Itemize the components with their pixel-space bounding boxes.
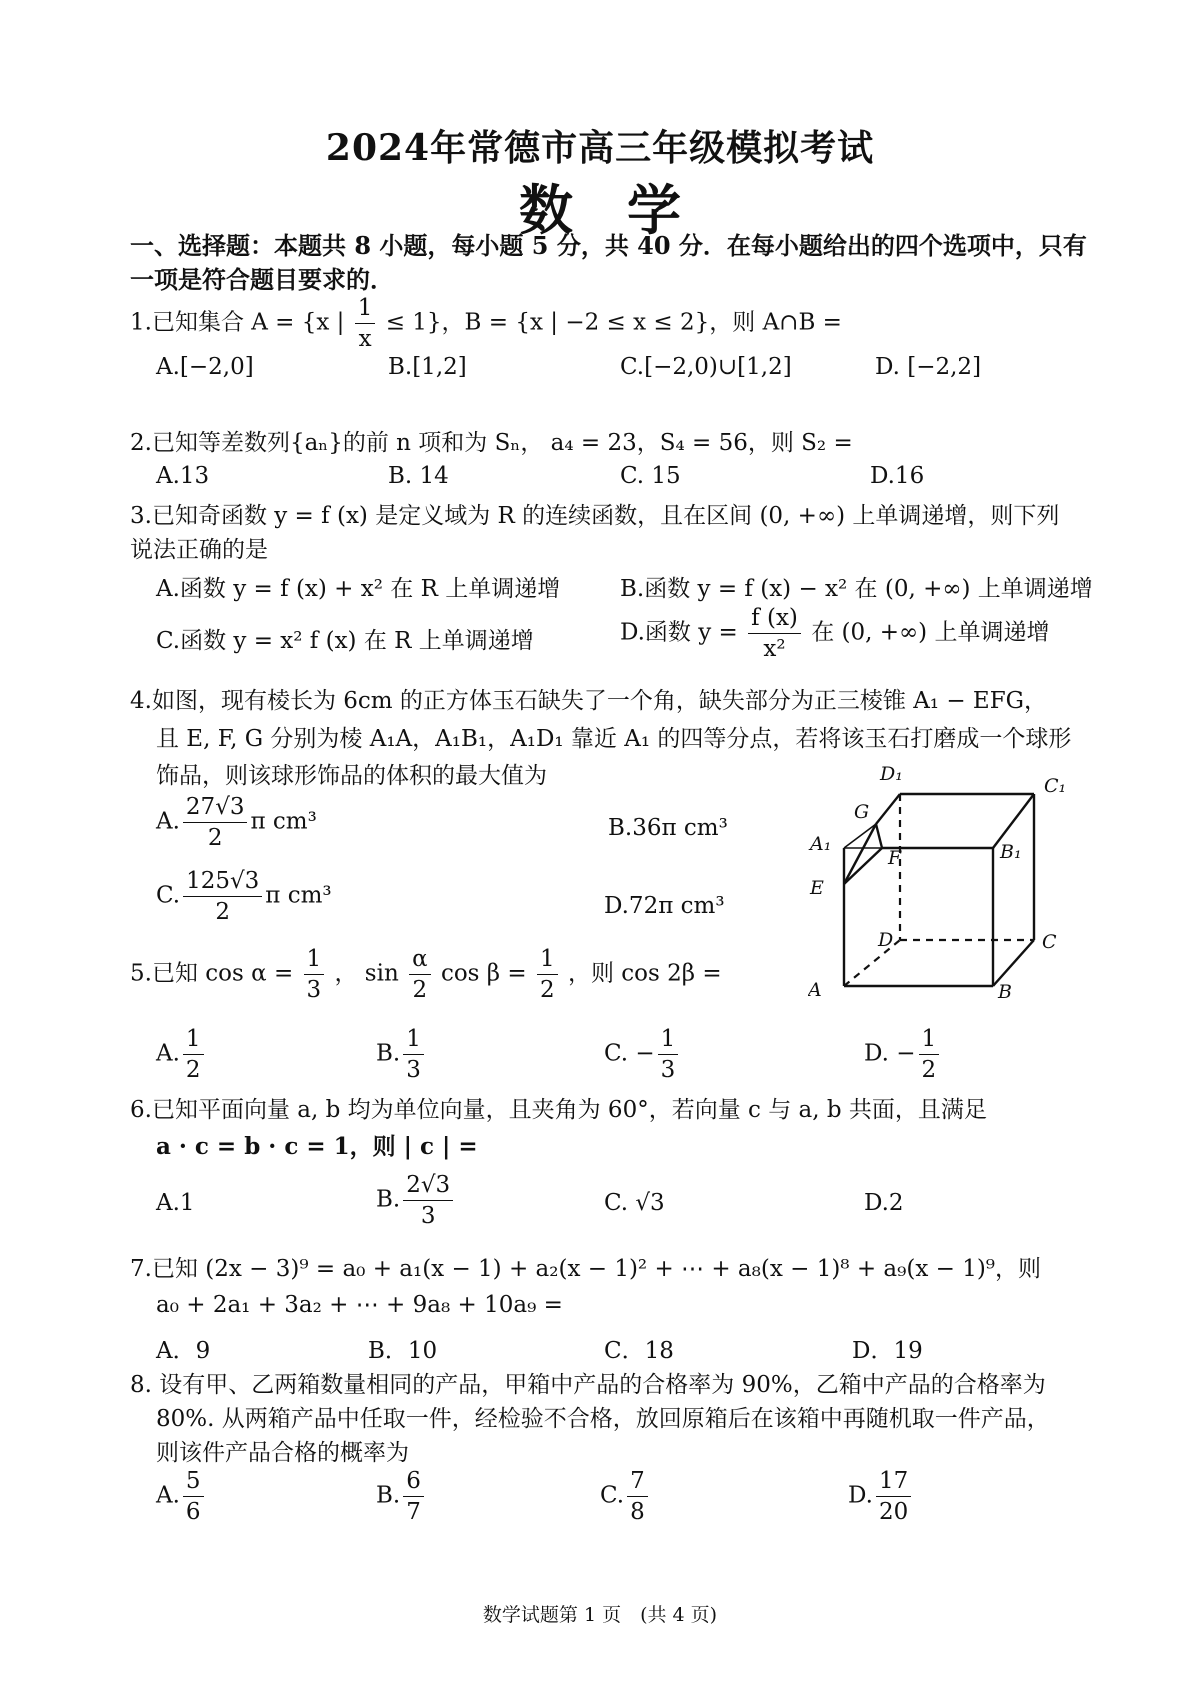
cube-figure [808, 758, 1098, 998]
q5-pre: 5.已知 cos α = [130, 960, 294, 987]
q8-option-c[interactable] [600, 1466, 651, 1527]
q1-fraction [355, 293, 376, 354]
q3-d-prefix: D.函数 y = [620, 619, 738, 646]
q8-b-fraction [403, 1466, 424, 1527]
question-4-line3: 饰品，则该球形饰品的体积的最大值为 [156, 763, 547, 789]
question-7-line1: 7.已知 (2x − 3)⁹ = a₀ + a₁(x − 1) + a₂(x − 1)² + ⋯ + a₈(x − 1)⁸ + a₉(x − 1)⁹，则 [130, 1256, 1042, 1282]
q5-frac1 [304, 944, 325, 1005]
q7-option-a[interactable]: A．9 [156, 1338, 211, 1364]
q5-b-fraction [403, 1024, 424, 1085]
q8-c-num: 7 [627, 1466, 648, 1497]
q1-option-a[interactable]: A.[−2,0] [156, 354, 254, 380]
q4-option-b[interactable]: B.36π cm³ [608, 815, 728, 841]
q5-d-fraction [919, 1024, 940, 1085]
q5-c-num: 1 [658, 1024, 679, 1055]
q1-option-c[interactable]: C.[−2,0)∪[1,2] [620, 354, 792, 380]
q3-d-den: x² [763, 636, 786, 662]
q1-option-b[interactable]: B.[1,2] [388, 354, 467, 380]
q5-c-den: 3 [660, 1057, 676, 1083]
q8-b-prefix: B. [376, 1482, 401, 1509]
q3-option-d[interactable] [620, 603, 1049, 664]
q5-a-num: 1 [183, 1024, 204, 1055]
q4-a-den: 2 [207, 825, 223, 851]
label-G: G [854, 801, 870, 823]
q5-option-a[interactable] [156, 1024, 207, 1085]
q8-option-a[interactable] [156, 1466, 207, 1527]
q5-mid1: ， sin [334, 960, 399, 987]
q8-a-num: 5 [183, 1466, 204, 1497]
q5-frac2 [409, 944, 431, 1005]
q3-d-suffix: 在 (0, +∞) 上单调递增 [811, 619, 1050, 646]
q1-frac-den: x [358, 326, 372, 352]
q5-f3-den: 2 [540, 977, 555, 1003]
q5-d-den: 2 [921, 1057, 937, 1083]
exam-title: 2024年常德市高三年级模拟考试 [325, 127, 875, 169]
question-6-line1: 6.已知平面向量 a, b 均为单位向量，且夹角为 60°，若向量 c 与 a, b 共面，且满足 [130, 1097, 987, 1123]
q8-option-d[interactable] [848, 1466, 914, 1527]
question-8-line2: 80%. 从两箱产品中任取一件，经检验不合格，放回原箱后在该箱中再随机取一件产品， [156, 1406, 1050, 1432]
question-4-line2: 且 E, F, G 分别为棱 A₁A，A₁B₁，A₁D₁ 靠近 A₁ 的四等分点，若将该玉石打磨成一个球形 [156, 726, 1072, 752]
question-8-line3: 则该件产品合格的概率为 [156, 1440, 409, 1466]
q8-d-fraction [876, 1466, 911, 1527]
q5-frac3 [537, 944, 558, 1005]
q4-a-prefix: A. [156, 808, 180, 835]
q5-d-num: 1 [919, 1024, 940, 1055]
q4-option-d[interactable]: D.72π cm³ [604, 893, 725, 919]
q2-option-d[interactable]: D.16 [870, 463, 925, 489]
q5-f2-den: 2 [412, 977, 428, 1003]
subject-title: 数 学 [519, 178, 681, 242]
label-E: E [810, 877, 824, 899]
q6-option-d[interactable]: D.2 [864, 1190, 904, 1216]
q5-f1-num: 1 [304, 944, 325, 975]
q4-c-fraction [183, 866, 262, 927]
edge-g-d1 [876, 794, 900, 824]
q7-option-d[interactable]: D．19 [852, 1338, 923, 1364]
q7-option-b[interactable]: B．10 [368, 1338, 438, 1364]
label-A1: A₁ [810, 833, 832, 855]
q4-option-a[interactable] [156, 792, 317, 853]
q5-f3-num: 1 [537, 944, 558, 975]
q1-frac-num: 1 [355, 293, 376, 324]
q8-b-den: 7 [406, 1499, 421, 1525]
label-C: C [1042, 931, 1057, 953]
q8-b-num: 6 [403, 1466, 424, 1497]
question-3-line2: 说法正确的是 [130, 537, 268, 563]
edge-b-c [993, 940, 1034, 986]
q5-a-prefix: A. [156, 1040, 180, 1067]
q5-option-b[interactable] [376, 1024, 427, 1085]
label-F: F [888, 847, 902, 869]
q8-a-prefix: A. [156, 1482, 180, 1509]
q8-c-den: 8 [630, 1499, 645, 1525]
q3-d-fraction [748, 603, 801, 664]
q8-c-fraction [627, 1466, 648, 1527]
q5-f1-den: 3 [306, 977, 322, 1003]
question-7-line2: a₀ + 2a₁ + 3a₂ + ⋯ + 9a₈ + 10a₉ = [156, 1292, 563, 1318]
label-B1: B₁ [1000, 841, 1022, 863]
q4-c-prefix: C. [156, 882, 181, 909]
q6-b-prefix: B. [376, 1186, 401, 1213]
q1-stem-a: 1.已知集合 A = {x | [130, 309, 345, 336]
q6-option-a[interactable]: A.1 [156, 1190, 195, 1216]
q6-b-fraction [403, 1170, 453, 1231]
q8-a-fraction [183, 1466, 204, 1527]
q4-c-den: 2 [215, 899, 231, 925]
q6-option-c[interactable]: C. √3 [604, 1190, 665, 1216]
label-A: A [808, 979, 822, 998]
q8-option-b[interactable] [376, 1466, 427, 1527]
q5-option-c[interactable] [604, 1024, 681, 1085]
q5-c-prefix: C. − [604, 1040, 655, 1067]
q4-c-num: 125√3 [183, 866, 262, 897]
section-heading-line2: 一项是符合题目要求的． [130, 265, 394, 294]
question-4-line1: 4.如图，现有棱长为 6cm 的正方体玉石缺失了一个角，缺失部分为正三棱锥 A₁ − EFG， [130, 688, 1048, 714]
q8-d-den: 20 [878, 1499, 909, 1525]
question-2: 2.已知等差数列{aₙ}的前 n 项和为 Sₙ， a₄ = 23，S₄ = 56，则 S₂ = [130, 430, 853, 456]
q7-option-c[interactable]: C．18 [604, 1338, 674, 1364]
q2-option-b[interactable]: B. 14 [388, 463, 449, 489]
question-3-line1: 3.已知奇函数 y = f (x) 是定义域为 R 的连续函数，且在区间 (0, +∞) 上单调递增，则下列 [130, 503, 1060, 529]
q5-c-fraction [658, 1024, 679, 1085]
q5-f2-num: α [409, 944, 431, 975]
q5-mid2: cos β = [440, 960, 527, 987]
q4-a-num: 27√3 [183, 792, 248, 823]
section-heading-line1: 一、选择题：本题共 8 小题，每小题 5 分，共 40 分．在每小题给出的四个选项中，只有 [130, 231, 1087, 260]
q4-a-unit: π cm³ [250, 808, 317, 835]
q5-b-prefix: B. [376, 1040, 401, 1067]
q8-d-num: 17 [876, 1466, 911, 1497]
q1-stem-b: ≤ 1}，B = {x | −2 ≤ x ≤ 2}，则 A∩B = [385, 309, 842, 336]
q3-option-b[interactable]: B.函数 y = f (x) − x² 在 (0, +∞) 上单调递增 [620, 576, 1093, 602]
q5-d-prefix: D. − [864, 1040, 916, 1067]
q4-c-unit: π cm³ [265, 882, 332, 909]
question-8-line1: 8. 设有甲、乙两箱数量相同的产品，甲箱中产品的合格率为 90%，乙箱中产品的合格率为 [130, 1372, 1046, 1398]
label-D1: D₁ [880, 763, 903, 785]
edge-b1-c1 [993, 794, 1034, 848]
q4-a-fraction [183, 792, 248, 853]
label-D: D [878, 929, 894, 951]
edge-g-f [876, 824, 882, 848]
q5-post: ，则 cos 2β = [567, 960, 722, 987]
q8-d-prefix: D. [848, 1482, 873, 1509]
page-footer: 数学试题第 1 页 (共 4 页) [482, 1604, 718, 1626]
q2-option-a[interactable]: A.13 [156, 463, 210, 489]
edge-e-f [844, 848, 882, 884]
label-C1: C₁ [1044, 775, 1067, 797]
label-B: B [998, 981, 1012, 998]
q5-a-fraction [183, 1024, 204, 1085]
q4-option-c[interactable] [156, 866, 332, 927]
q1-option-d[interactable]: D. [−2,2] [875, 354, 982, 380]
q5-b-num: 1 [403, 1024, 424, 1055]
q6-b-num: 2√3 [403, 1170, 453, 1201]
q5-option-d[interactable] [864, 1024, 942, 1085]
question-6-line2: a · c = b · c = 1，则 | c | = [156, 1133, 478, 1160]
q8-a-den: 6 [185, 1499, 201, 1525]
edge-g-e [844, 824, 876, 884]
q3-option-a[interactable]: A.函数 y = f (x) + x² 在 R 上单调递增 [156, 576, 561, 602]
cut-edge-a1-g [844, 824, 876, 848]
question-5 [130, 944, 722, 1005]
q8-c-prefix: C. [600, 1482, 625, 1509]
q6-option-b[interactable] [376, 1170, 456, 1231]
q6-b-den: 3 [420, 1203, 436, 1229]
q3-option-c[interactable]: C.函数 y = x² f (x) 在 R 上单调递增 [156, 628, 534, 654]
question-1 [130, 293, 842, 354]
q5-a-den: 2 [185, 1057, 201, 1083]
q2-option-c[interactable]: C. 15 [620, 463, 681, 489]
q3-d-num: f (x) [748, 603, 801, 634]
q5-b-den: 3 [406, 1057, 421, 1083]
